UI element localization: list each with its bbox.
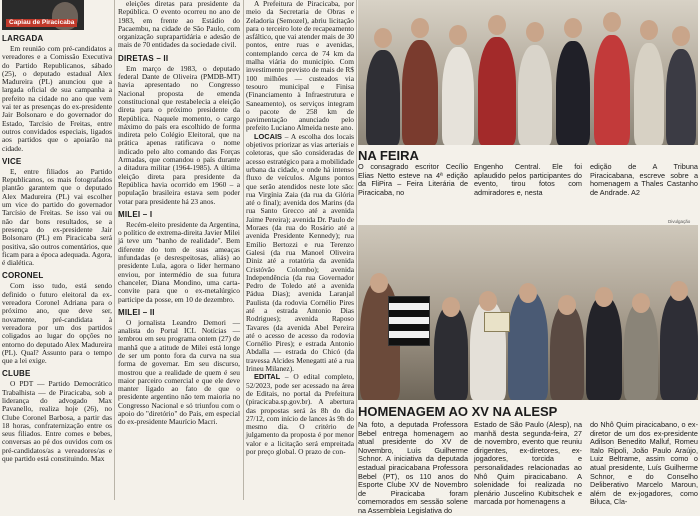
photo-credit: Divulgação — [668, 219, 691, 224]
column-divider — [356, 0, 357, 500]
photo-feira-title: NA FEIRA — [358, 148, 419, 163]
section-heading: VICE — [2, 156, 22, 166]
column-divider — [243, 0, 244, 500]
photo-head — [479, 291, 497, 311]
inline-heading: EDITAL — [254, 372, 281, 382]
photo-head — [442, 297, 460, 317]
photo-head — [670, 281, 688, 301]
heading-separator: – — [281, 131, 291, 141]
section-heading: MILEI – I — [118, 209, 153, 219]
paragraph — [246, 133, 354, 374]
photo-homenagem-caption: Estado de São Paulo (Alesp), na manhã desta segunda-feira, 27 de novembro, evento que reuniu dirigentes, ex-diretores, ex-jogadores, torcida e personalidades relacionadas ao Nhô Quim piracicabano. A solenidade foi realizada no plenário Juscelino Kubitschek e marcada por homenagens a — [474, 420, 582, 507]
section-heading: CORONEL — [2, 271, 44, 281]
photo-head — [632, 293, 650, 313]
paragraph-text: A escolha dos locais objetivos priorizar as vias arteriais e coletoras, que são consideradas de acesso estratégico para a mobilidade urbana da cidade, e onde há intenso fluxo de veículos. Alguns pontos que serão atendidos neste lote são: rua Virgínia Zaia (da rua da Glória até o final); avenida dos Marins (da rua Santo Grecco até a avenida Jaime Pereira); avenida Dr. Paulo de Moraes (da rua do Rosário até a avenida Presidente Kennedy); rua Emílio Bertozzi e rua Terenzo Galesi (da rua Manoel Oliveira Diniz até a rotatória da avenida Cristóvão Colombo); avenida Independência (da rua Governador Pedro de Toledo até a avenida Pádua Dias); avenida Laranjal Paulista (da rodovia Cornélio Pires até a estrada Antonio Dias Rodrigues); avenida Raposo Tavares (da avenida Abel Pereira até o acesso de acesso da rodovia Cornélio Pires); e estrada Antonio Abdalla — estrada do Chicó (da travessa Alcides Menegatti até a rua Irineu Milanez). — [246, 131, 355, 374]
photo-feira-caption: edição de A Tribuna Piracicabana, escreve sobre a homenagem a Thales Castanho de Andrade. A2 — [590, 162, 698, 197]
photo-figure — [366, 50, 400, 145]
paragraph: eleições diretas para presidente da República. O evento ocorreu no ano de 1983, em frente ao Estádio do Pacaembu, na cidade de São Paulo, com organização suprapartidária e adesão de mais de 70 entidades da sociedade civil. — [118, 0, 240, 50]
column-body — [246, 0, 354, 456]
photo-figure — [556, 41, 590, 145]
inline-heading: LOCAIS — [254, 131, 282, 141]
photo-head — [411, 18, 429, 38]
paragraph: Recém-eleito presidente da Argentina, o político de extrema-direita Javier Milei já teve um "banho de realidade". Bem diferente do tom de suas ameaças infundadas (e desrespeitosas, aliás) ao presidente Lula, agora o líder hermano enviou, por intermédio de sua futura chanceler, Diana Mondino, uma carta-convite para que o ex-metalúrgico participe da posse, em 10 de dezembro. — [118, 219, 240, 304]
photo-figure — [442, 47, 474, 145]
photo-head — [558, 295, 576, 315]
photo-figure — [508, 290, 548, 400]
column-body — [118, 0, 240, 427]
paragraph: Em março de 1983, o deputado federal Dante de Oliveira (PMDB-MT) havia apresentado no Congresso Nacional proposta de emenda constitucional que restabelecia a eleição direta para o próximo presidente da República. Naquele momento, o cargo máximo do país era escolhido de forma indireta pelo Colégio Eleitoral, que na prática apenas ratificava o nome indicado pelo alto comando das Forças Armadas, que comandou o país durante a ditadura militar (1964-1985). A última eleição direta para presidente da República havia ocorrido em 1960 – a população brasileira estava sem poder votar para presidente há 23 anos. — [118, 63, 240, 206]
photo-head — [564, 18, 582, 38]
photo-homenagem-caption: Na foto, a deputada Professora Bebel entrega homenagem ao atual presidente do XV de Novembro, Luís Guilherme Schnor. A iniciativa da deputada estadual piracicabana Professora Bebel (PT), os 110 anos do Esporte Clube XV de Novembro de Piracicaba foram comemorados em sessão solene na Assembleia Legislativa do — [358, 420, 468, 515]
photo-feira — [358, 0, 698, 145]
photo-figure — [550, 304, 584, 400]
photo-figure — [434, 305, 468, 400]
section-heading: DIRETAS – II — [118, 53, 169, 63]
column-capiau — [2, 0, 112, 500]
paragraph: Em reunião com pré-candidatos a vereadores e a Comissão Executiva do Partido Republicanos, sábado (25), o deputado estadual Alex Madureira (PL) anunciou que a largada oficial de sua campanha a prefeito na cidade no ano que vem vai ter as presenças do ex-presidente Jair Bolsonaro e do governador do Estado, Tarcísio de Freitas, entre outros convidados especiais, ligados aos partidos que o apoiarão na cidade. — [2, 44, 112, 153]
photo-head — [672, 26, 690, 46]
section-heading: MILEI – II — [118, 307, 155, 317]
photo-figure — [624, 302, 658, 400]
paragraph-text: O edital completo, 52/2023, pode ser acessado na área de Editais, no portal da Prefeitura (piracicaba.sp.gov.br). A abertura das propostas será às 8h do dia 27/12, com início de lances às 9h do mesmo dia. O critério de julgamento da proposta é por menor valor e a licitação será empreitada por preço global. O prazo de con- — [246, 372, 354, 457]
plaque-icon — [484, 312, 510, 332]
photo-head — [603, 12, 621, 32]
heading-separator: – — [280, 372, 294, 382]
paragraph — [246, 373, 354, 456]
photo-head — [519, 283, 537, 303]
photo-head — [449, 25, 467, 45]
paragraph: E, entre filiados ao Partido Republicanos, os mais fotografados plantão garantem que o deputado Alex Madureira (PL) vai escolher um vice do partido do governador Tarcísio de Freitas. Se isso vai ou não dar bons resultados, se a presença do ex-presidente Jair Bolsonaro (PL) em Piracicaba será positiva, são outros comentários, que ficam para a época adequada. Agora, é dialética. — [2, 166, 112, 268]
photo-figure — [518, 45, 552, 145]
section-heading: CLUBE — [2, 369, 31, 379]
photo-homenagem-title: HOMENAGEM AO XV NA ALESP — [358, 404, 558, 419]
column-label: Capiau de Piracicaba — [6, 19, 77, 27]
photo-figure — [478, 37, 516, 145]
photo-feira-caption: O consagrado escritor Cecílio Elias Netto esteve na 4ª edição da FliPira – Feira Literária de Piracicaba, no — [358, 162, 468, 197]
paragraph: O PDT — Partido Democrático Trabalhista — de Piracicaba, sob a liderança do advogado Max Pavanello, realiza hoje (26), no Clube Coronel Barbosa, a partir das 18 horas, confraternização entre os seus filiados. Entre comes e bebes, conversas ao pé dos ouvidos com os pré-candidatos/as a vereadores/as e que partido está constituindo. Max — [2, 379, 112, 464]
photo-figure — [402, 40, 438, 145]
photo-figure — [594, 35, 630, 145]
photo-head — [640, 20, 658, 40]
photo-head — [374, 28, 392, 48]
jersey-icon — [388, 296, 430, 346]
paragraph: O jornalista Leandro Demori — analista do Portal ICL Notícias — lembrou em seu programa ontem (27) de manhã que a atitude de Milei está longe de ser um ponto fora da curva na sua forma de governar. Em seu discurso, mostrou que a realidade de quem é seu maior parceiro comercial e que ele deve manter ligado ao fato de que o presidente argentino não tem maioria no Congresso Nacional e só triunfou com o apoio do "diretório" do País, em especial do ex-presidente Maurício Macri. — [118, 317, 240, 427]
section-heading: LARGADA — [2, 34, 44, 43]
photo-figure — [586, 296, 622, 400]
photo-head — [526, 22, 544, 42]
paragraph: Com isso tudo, está sendo definido o futuro eleitoral da ex-vereadora Coronel Adriana para o próximo ano, que deve ser, novamente, pré-candidata à vereadora por um dos partidos coligados ao lugar do opções no entorno do deputado Alex Madureira (PL). Qual? Assunto para o tempo que a lei exige. — [2, 281, 112, 366]
column-body — [2, 34, 112, 463]
column-diretas — [118, 0, 240, 500]
column-prefeitura — [246, 0, 354, 500]
photo-head — [370, 273, 388, 293]
photo-figure — [660, 292, 698, 400]
column-divider — [114, 0, 115, 500]
photo-homenagem-caption: do Nhô Quim piracicabano, o ex-diretor de um dos ex-presidente Adilson Benedito Malluf, Romeu Italo Ripoli, João Paulo Araújo, Luiz Beltrame, assim como o atual presidente, Luís Guilherme Schnor, e do Conselho Deliberativo Marcelo Maroun, além de ex-jogadores, como Biluca, Cla- — [590, 420, 698, 507]
photo-feira-caption: Engenho Central. Ele foi aplaudido pelos participantes do evento, tirou fotos com admiradores e, nesta — [474, 162, 582, 197]
photo-figure — [666, 49, 696, 145]
paragraph: A Prefeitura de Piracicaba, por meio da Secretaria de Obras e Zeladoria (Semozel), abriu licitação para o terceiro lote de recapeamento asfáltico, que vai atender mais de 30 pontos, entre ruas e avenidas, contemplando cerca de 74 km da malha viária do município. Com investimento previsto de mais de R$ 100 milhões — custeados via tesouro municipal e Finisa (Financiamento à Infraestrutura e Saneamento), os serviços integram o pacote de 258 km de pavimentação anunciado pelo prefeito Luciano Almeida neste ano. — [246, 0, 354, 133]
photo-head — [595, 287, 613, 307]
column-logo — [2, 0, 84, 30]
photo-head — [488, 15, 506, 35]
photo-figure — [634, 43, 664, 145]
